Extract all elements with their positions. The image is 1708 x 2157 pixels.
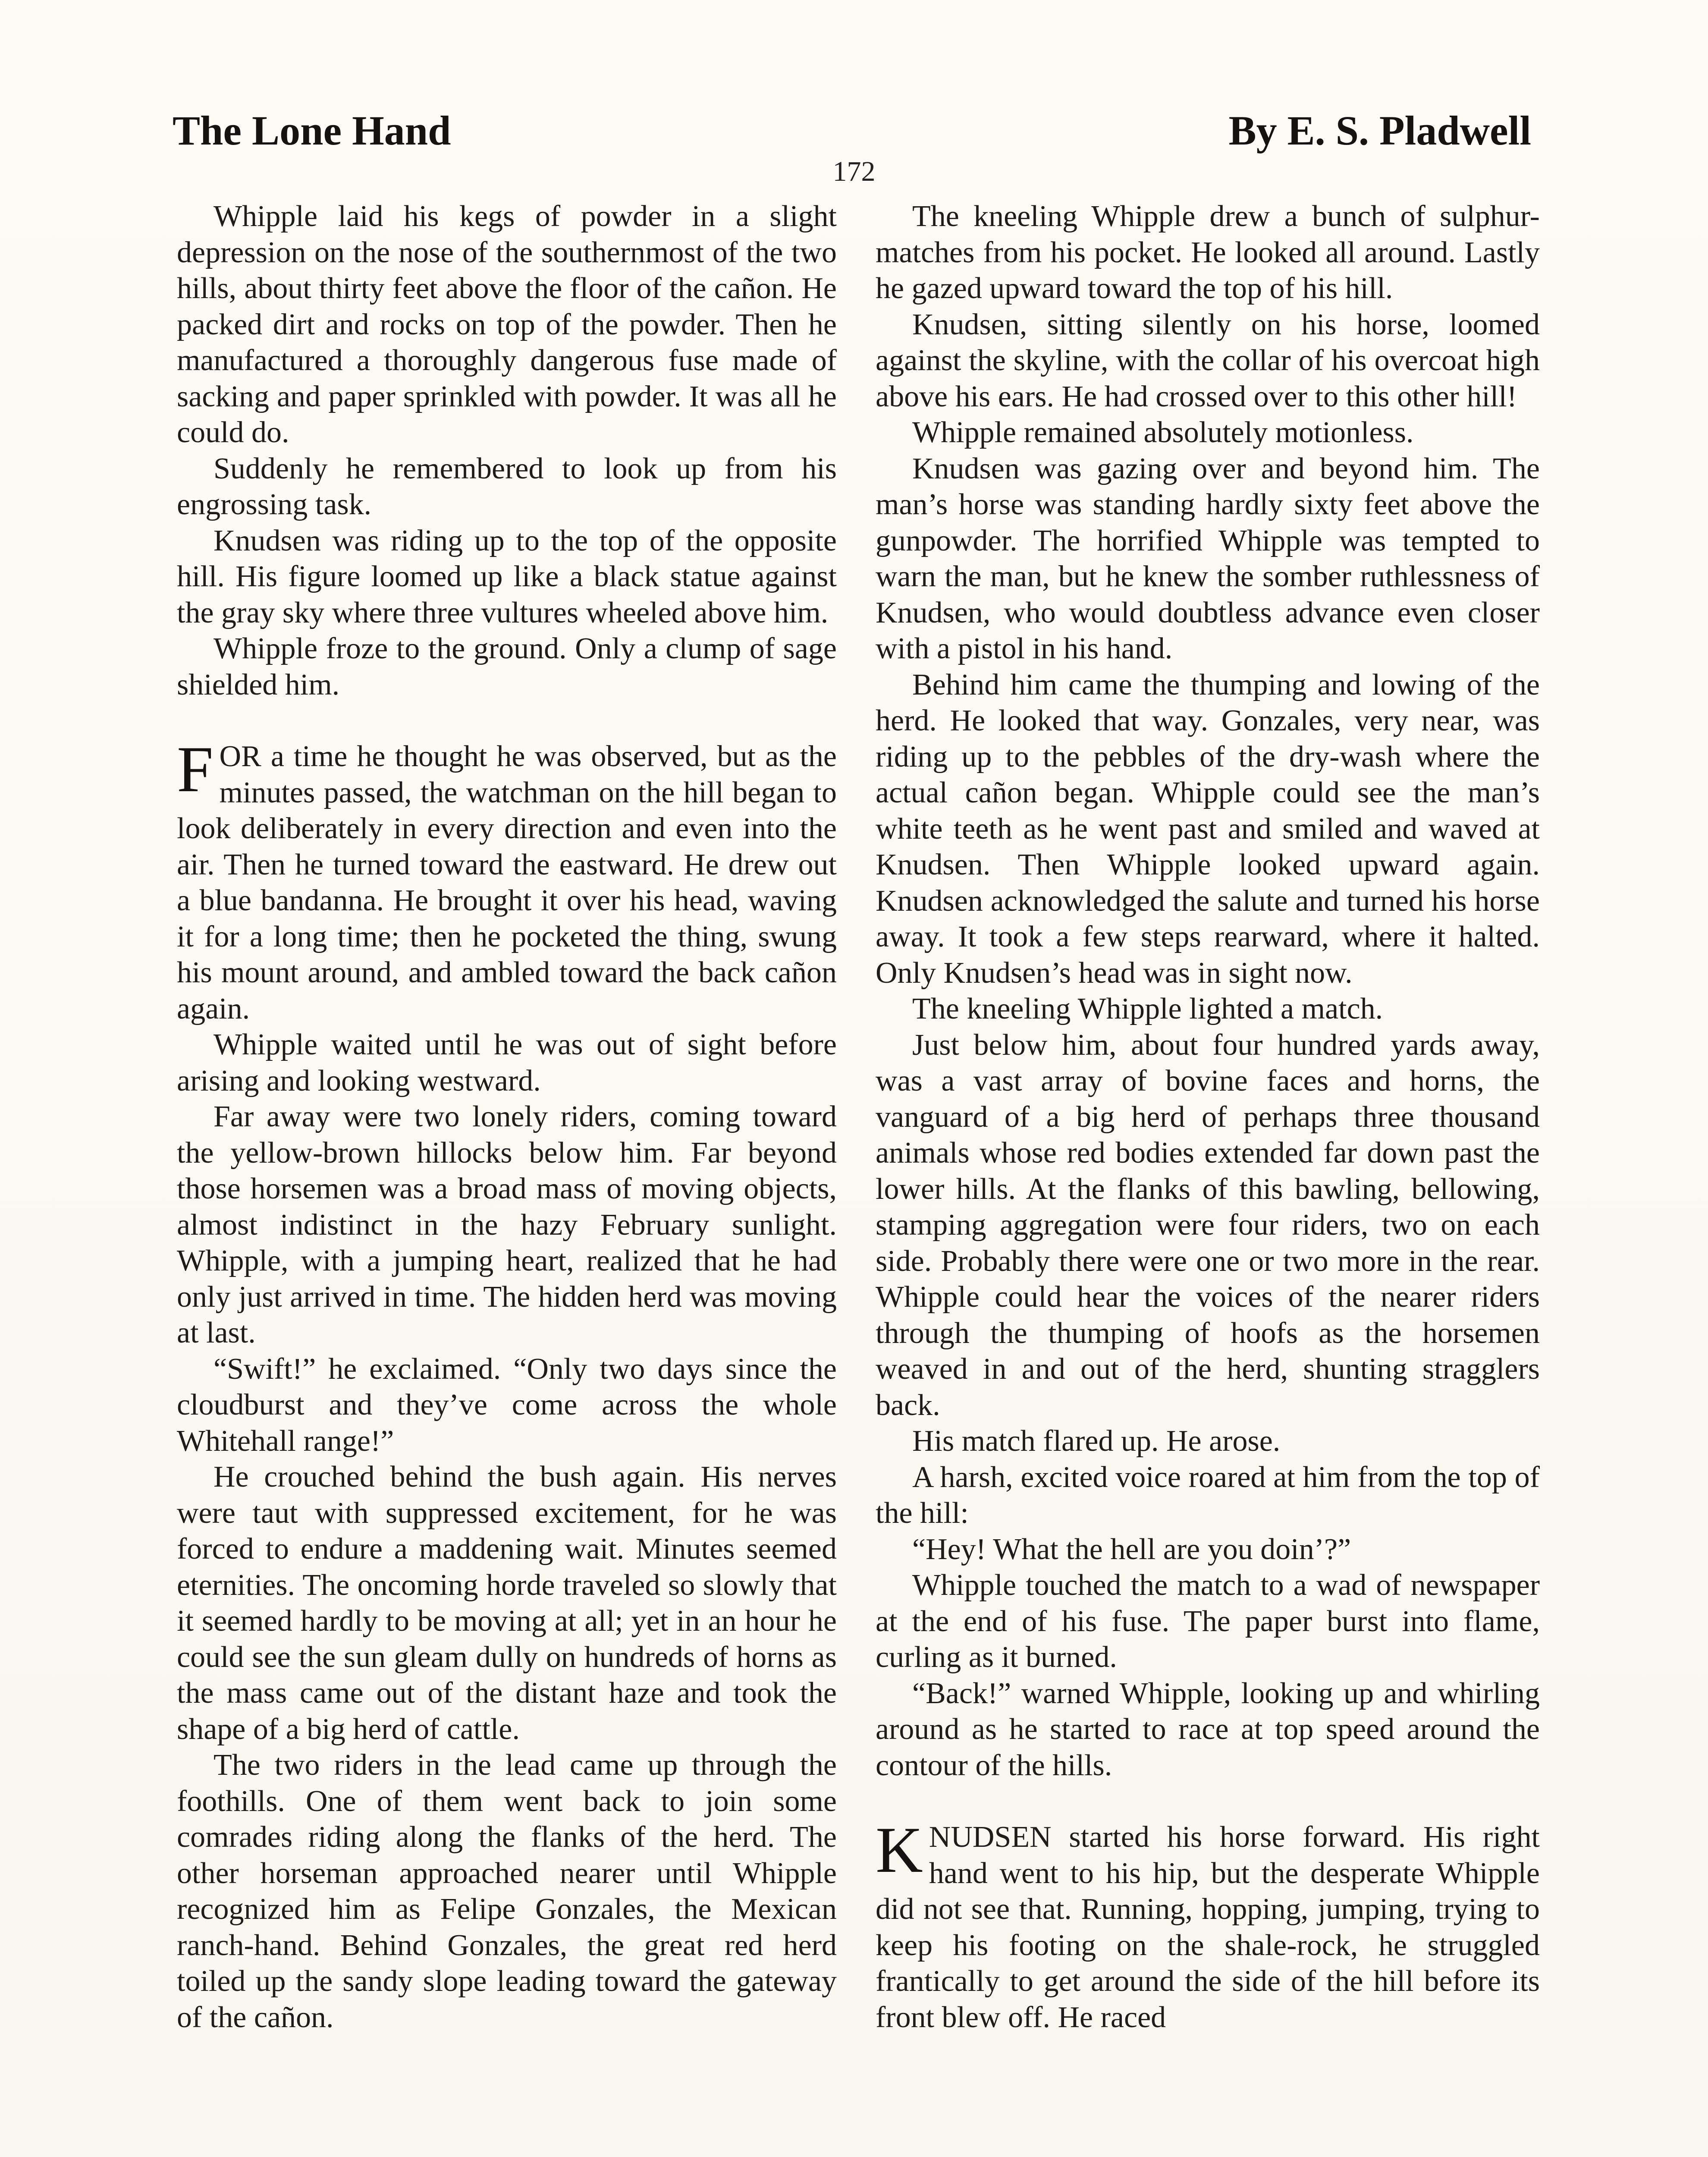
paragraph-text: NUDSEN started his horse forward. His right hand went to his hip, but the desperate Whipple did not see that. Running, hopping, jumping, trying to keep his footing on the shale-rock, he struggled frantically to get around the side of the hill before its front blew off. He raced — [876, 1821, 1540, 2034]
paragraph: Knudsen, sitting silently on his horse, loomed against the skyline, with the collar of his overcoat high above his ears. He had crossed over to this other hill! — [876, 308, 1540, 413]
paragraph: Whipple touched the match to a wad of newspaper at the end of his fuse. The paper burst into flame, curling as it burned. — [876, 1569, 1540, 1674]
paragraph: Far away were two lonely riders, coming toward the yellow-brown hillocks below him. Far beyond those horsemen was a broad mass of moving objects, almost indistinct in the hazy February sunlight. Whipple, with a jumping heart, realized that he had only just arrived in time. The hidden herd was moving at last. — [177, 1100, 837, 1349]
paragraph-text: OR a time he thought he was observed, but as the minutes passed, the watchman on the hill began to look deliberately in every direction and even into the air. Then he turned toward the eastward. He drew out a blue bandanna. He brought it over his head, waving it for a long time; then he pocketed the thing, swung his mount around, and ambled toward the back cañon again. — [177, 740, 837, 1025]
story-author: By E. S. Pladwell — [1228, 107, 1531, 154]
paragraph: Whipple remained absolutely motionless. — [912, 416, 1414, 449]
paragraph: The kneeling Whipple lighted a match. — [912, 992, 1383, 1025]
right-column — [876, 198, 1540, 2035]
paragraph: The kneeling Whipple drew a bunch of sulphur-matches from his pocket. He looked all around. Lastly he gazed upward toward the top of his hill. — [876, 200, 1540, 305]
drop-cap: F — [177, 733, 214, 805]
paragraph: Whipple froze to the ground. Only a clump of sage shielded him. — [177, 632, 837, 701]
paragraph: Just below him, about four hundred yards away, was a vast array of bovine faces and horns, the vanguard of a big herd of perhaps three thousand animals whose red bodies extended far down past the lower hills. At the flanks of this bawling, bellowing, stamping aggregation were four riders, two on each side. Probably there were one or two more in the rear. Whipple could hear the voices of the nearer riders through the thumping of hoofs as the horsemen weaved in and out of the herd, shunting stragglers back. — [876, 1028, 1540, 1422]
paragraph: “Hey! What the hell are you doin’?” — [912, 1532, 1351, 1566]
story-title: The Lone Hand — [173, 107, 451, 154]
section-start-paragraph — [876, 1814, 1540, 2035]
paragraph: Suddenly he remembered to look up from his engrossing task. — [177, 452, 837, 521]
paragraph: Whipple waited until he was out of sight before arising and looking westward. — [177, 1028, 837, 1097]
paragraph: A harsh, excited voice roared at him from the top of the hill: — [876, 1460, 1540, 1530]
paragraph: Knudsen was riding up to the top of the opposite hill. His figure loomed up like a black statue against the gray sky where three vultures wheeled above him. — [177, 524, 837, 629]
paragraph: Behind him came the thumping and lowing of the herd. He looked that way. Gonzales, very near, was riding up to the pebbles of the dry-wash where the actual cañon began. Whipple could see the man’s white teeth as he went past and smiled and waved at Knudsen. Then Whipple looked upward again. Knudsen acknowledged the salute and turned his horse away. It took a few steps rearward, where it halted. Only Knudsen’s head was in sight now. — [876, 668, 1540, 990]
paragraph: Knudsen was gazing over and beyond him. The man’s horse was standing hardly sixty feet above the gunpowder. The horrified Whipple was tempted to warn the man, but he knew the somber ruthlessness of Knudsen, who would doubtless advance even closer with a pistol in his hand. — [876, 452, 1540, 665]
paragraph: “Swift!” he exclaimed. “Only two days since the cloudburst and they’ve come across the whole Whitehall range!” — [177, 1352, 837, 1458]
paragraph: His match flared up. He arose. — [912, 1424, 1281, 1458]
paragraph: Whipple laid his kegs of powder in a slight depression on the nose of the southernmost of the two hills, about thirty feet above the floor of the cañon. He packed dirt and rocks on top of the powder. Then he manufactured a thoroughly dangerous fuse made of sacking and paper sprinkled with powder. It was all he could do. — [177, 200, 837, 449]
section-start-paragraph — [177, 733, 837, 1027]
left-column — [177, 198, 837, 2035]
drop-cap: K — [876, 1814, 923, 1886]
paragraph: The two riders in the lead came up through the foothills. One of them went back to join some comrades riding along the flanks of the herd. The other horseman approached nearer until Whipple recognized him as Felipe Gonzales, the Mexican ranch-hand. Behind Gonzales, the great red herd toiled up the sandy slope leading toward the gateway of the cañon. — [177, 1748, 837, 2034]
paragraph: He crouched behind the bush again. His nerves were taut with suppressed excitement, for he was forced to endure a maddening wait. Minutes seemed eternities. The oncoming horde traveled so slowly that it seemed hardly to be moving at all; yet in an hour he could see the sun gleam dully on hundreds of horns as the mass came out of the distant haze and took the shape of a big herd of cattle. — [177, 1460, 837, 1746]
page-number: 172 — [832, 156, 876, 187]
paragraph: “Back!” warned Whipple, looking up and whirling around as he started to race at top speed around the contour of the hills. — [876, 1676, 1540, 1782]
